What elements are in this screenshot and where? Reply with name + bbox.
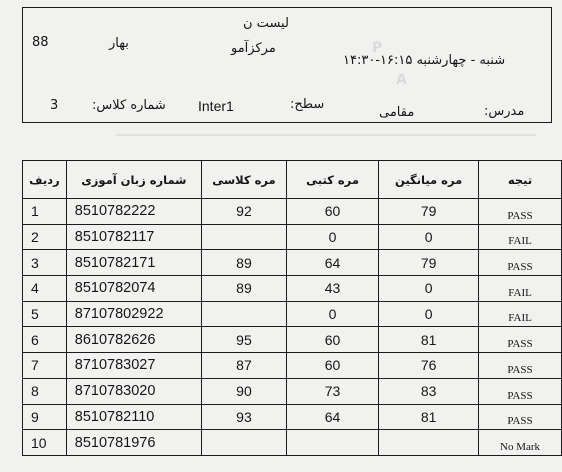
table-header-row (23, 161, 562, 199)
written-score-cell: 60 (286, 199, 378, 225)
table-row (23, 404, 562, 430)
row-number-cell: 8 (23, 378, 67, 404)
written-score-cell: 0 (286, 224, 378, 250)
bleed-through-mark: A (396, 72, 407, 88)
written-score-cell: 60 (286, 327, 378, 353)
result-cell: PASS (479, 327, 562, 353)
average-score-cell: 81 (379, 327, 479, 353)
result-cell: FAIL (479, 276, 562, 302)
table-row (23, 199, 562, 225)
average-score-cell: 0 (379, 276, 479, 302)
student-number-cell: 87107802922 (66, 301, 201, 327)
header-center: مرکزآمو (231, 41, 276, 56)
result-cell: FAIL (479, 224, 562, 250)
level-value: Inter1 (198, 98, 234, 114)
average-score-cell: 81 (379, 404, 479, 430)
table-row (23, 430, 562, 456)
result-cell: PASS (479, 353, 562, 379)
student-number-cell: 8510782117 (66, 224, 201, 250)
written-score-cell: 0 (286, 301, 378, 327)
student-number-cell: 8610782626 (66, 327, 201, 353)
result-cell: PASS (479, 250, 562, 276)
average-score-cell (379, 430, 479, 456)
average-score-cell: 0 (379, 301, 479, 327)
class-score-cell: 95 (201, 327, 286, 353)
row-number-cell: 1 (23, 199, 67, 225)
student-number-cell: 8510782110 (66, 404, 201, 430)
class-score-cell: 89 (201, 276, 286, 302)
row-number-cell: 10 (23, 430, 67, 456)
result-cell: FAIL (479, 301, 562, 327)
class-score-cell: 92 (201, 199, 286, 225)
student-number-cell: 8710783020 (66, 378, 201, 404)
student-number-cell: 8510782171 (66, 250, 201, 276)
table-row (23, 301, 562, 327)
student-number-cell: 8510782222 (66, 199, 201, 225)
table-row (23, 276, 562, 302)
average-score-cell: 79 (379, 199, 479, 225)
written-score-cell: 60 (286, 353, 378, 379)
bleed-through-mark (116, 134, 536, 150)
row-number-cell: 2 (23, 224, 67, 250)
table-row (23, 327, 562, 353)
column-header-student-number: شماره زبان آموزی (66, 161, 201, 199)
row-number-cell: 3 (23, 250, 67, 276)
header-season: بهار (109, 36, 129, 51)
class-score-cell: 90 (201, 378, 286, 404)
teacher-value: مقامی (379, 105, 415, 120)
written-score-cell: 73 (286, 378, 378, 404)
row-number-cell: 4 (23, 276, 67, 302)
bleed-through-mark: P (372, 40, 383, 56)
column-header-class-score: مره کلاسی (201, 161, 286, 199)
class-score-cell (201, 430, 286, 456)
column-header-average-score: مره میانگین (379, 161, 479, 199)
result-cell: No Mark (479, 430, 562, 456)
column-header-written-score: مره کتبی (286, 161, 378, 199)
result-cell: PASS (479, 199, 562, 225)
average-score-cell: 76 (379, 353, 479, 379)
result-cell: PASS (479, 378, 562, 404)
class-number-label: شماره کلاس: (92, 98, 166, 113)
row-number-cell: 6 (23, 327, 67, 353)
written-score-cell: 43 (286, 276, 378, 302)
column-header-result: تیجه (479, 161, 562, 199)
table-body (23, 199, 562, 456)
result-cell: PASS (479, 404, 562, 430)
written-score-cell (286, 430, 378, 456)
table-row (23, 353, 562, 379)
student-number-cell: 8510782074 (66, 276, 201, 302)
class-score-cell (201, 301, 286, 327)
written-score-cell: 64 (286, 250, 378, 276)
class-score-cell: 87 (201, 353, 286, 379)
level-label: سطح: (290, 97, 325, 112)
table-row (23, 224, 562, 250)
header-year: 88 (32, 35, 49, 50)
header-title: لیست ن (243, 16, 289, 31)
average-score-cell: 0 (379, 224, 479, 250)
row-number-cell: 9 (23, 404, 67, 430)
student-number-cell: 8710783027 (66, 353, 201, 379)
written-score-cell: 64 (286, 404, 378, 430)
average-score-cell: 79 (379, 250, 479, 276)
class-score-cell: 93 (201, 404, 286, 430)
average-score-cell: 83 (379, 378, 479, 404)
header-schedule: شنبه - چهارشنبه ۱۶:۱۵-۱۴:۳۰ (343, 53, 506, 68)
class-number-value: 3 (50, 98, 59, 113)
class-score-cell: 89 (201, 250, 286, 276)
student-number-cell: 8510781976 (66, 430, 201, 456)
row-number-cell: 5 (23, 301, 67, 327)
table-row (23, 250, 562, 276)
class-score-cell (201, 224, 286, 250)
teacher-label: مدرس: (484, 104, 525, 119)
table-row (23, 378, 562, 404)
column-header-row-number: ردیف (23, 161, 67, 199)
grades-table (22, 160, 562, 456)
row-number-cell: 7 (23, 353, 67, 379)
